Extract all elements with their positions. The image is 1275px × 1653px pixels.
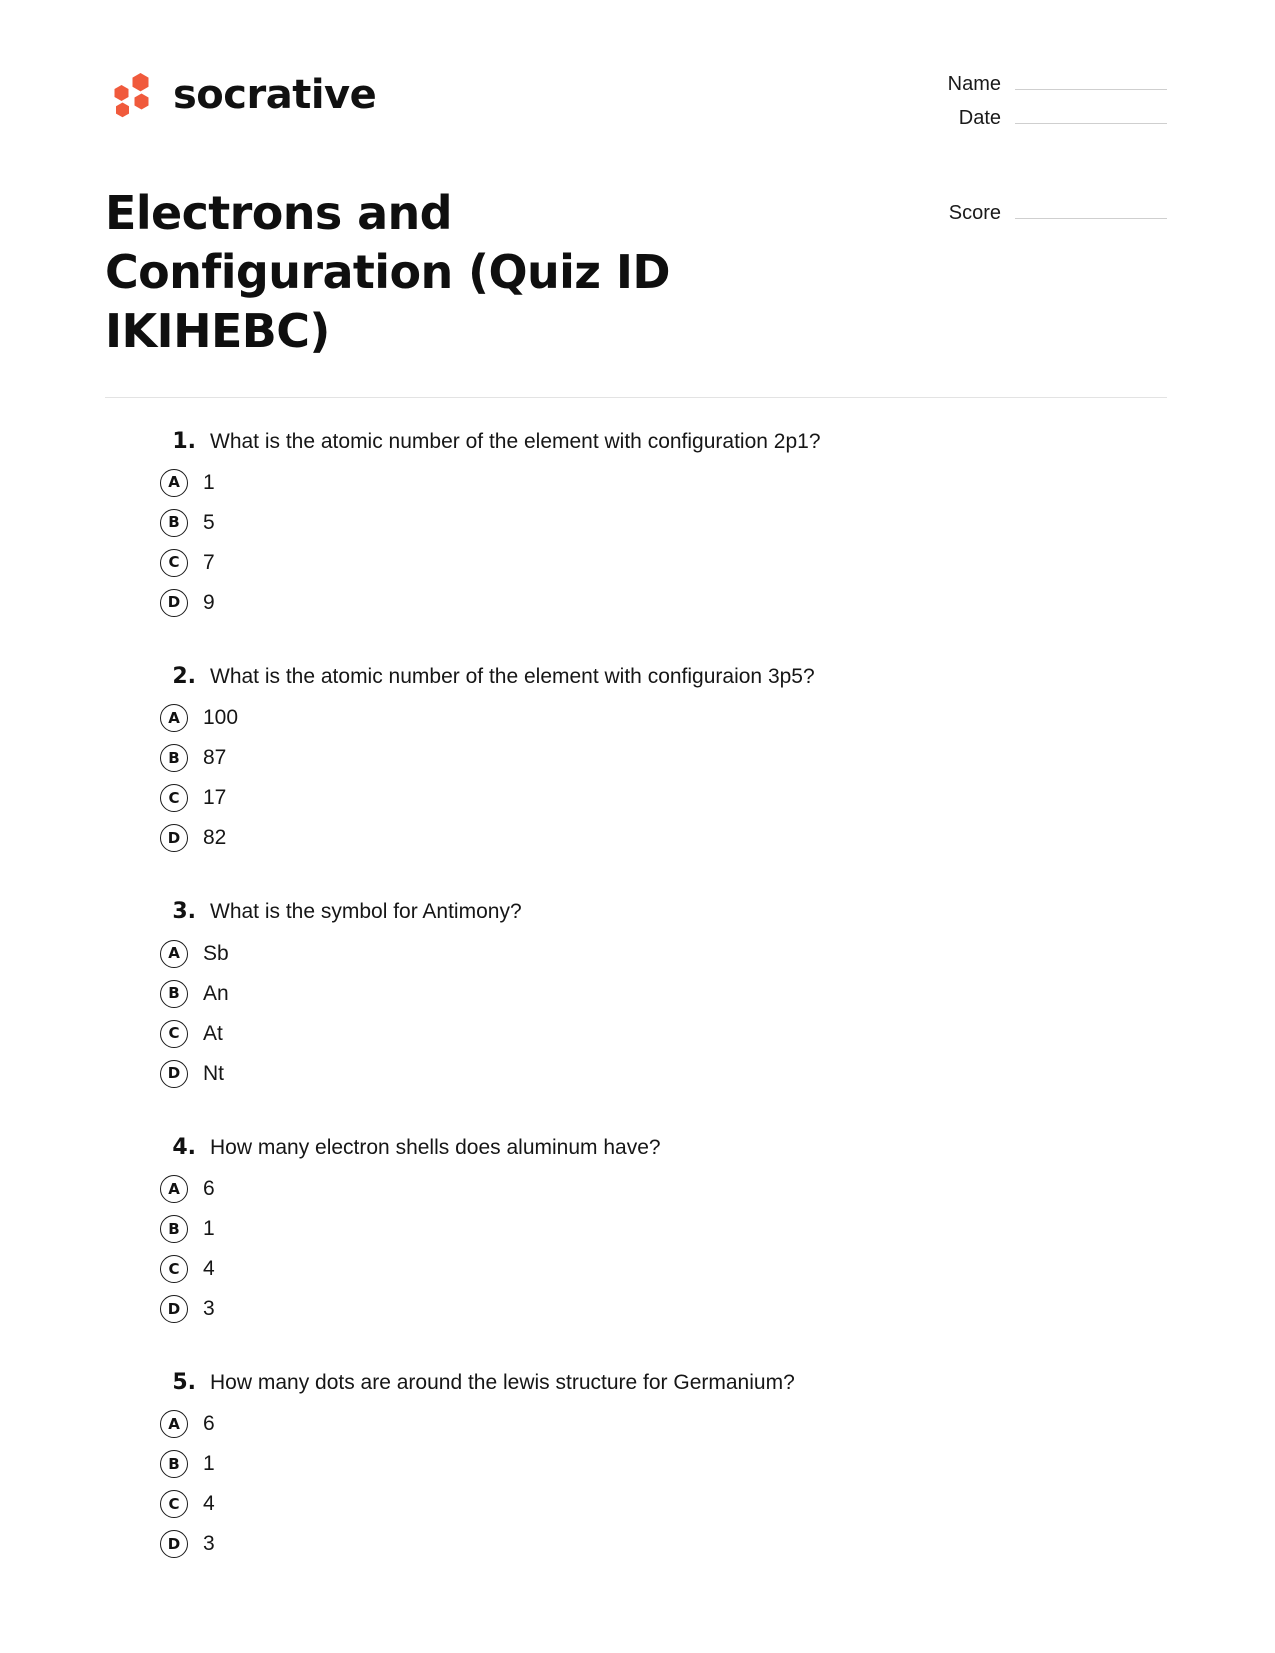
option-bubble-icon[interactable]: D xyxy=(160,589,188,617)
option-bubble-icon[interactable]: B xyxy=(160,509,188,537)
option-bubble-icon[interactable]: B xyxy=(160,1215,188,1243)
option-text: 7 xyxy=(203,550,215,574)
option-row[interactable] xyxy=(105,1060,1167,1088)
option-bubble-icon[interactable]: A xyxy=(160,1410,188,1438)
option-text: 1 xyxy=(203,1452,215,1476)
date-row xyxy=(929,107,1167,130)
option-list xyxy=(105,469,1167,617)
option-bubble-icon[interactable]: A xyxy=(160,1175,188,1203)
option-bubble-icon[interactable]: D xyxy=(160,1530,188,1558)
score-write-in-line[interactable] xyxy=(1015,218,1167,219)
option-row[interactable] xyxy=(105,1215,1167,1243)
option-text: 82 xyxy=(203,826,227,850)
score-label: Score xyxy=(948,202,1001,224)
brand-name: socrative xyxy=(173,72,377,118)
option-text: 1 xyxy=(203,470,215,494)
option-text: 87 xyxy=(203,746,227,770)
question-text: How many electron shells does aluminum have? xyxy=(210,1135,661,1159)
student-meta-block xyxy=(929,55,1167,236)
option-text: 100 xyxy=(203,706,239,730)
option-bubble-icon[interactable]: B xyxy=(160,1450,188,1478)
option-text: 17 xyxy=(203,786,227,810)
question-number: 4. xyxy=(172,1134,196,1160)
option-list xyxy=(105,1410,1167,1558)
option-text: 3 xyxy=(203,1532,215,1556)
question-number: 5. xyxy=(172,1370,196,1395)
option-text: 4 xyxy=(203,1257,215,1280)
option-row[interactable] xyxy=(105,509,1167,537)
option-text: 6 xyxy=(203,1177,215,1200)
option-bubble-icon[interactable]: A xyxy=(160,704,188,732)
question-text: What is the symbol for Antimony? xyxy=(210,900,522,924)
option-bubble-icon[interactable]: A xyxy=(160,469,188,497)
option-bubble-icon[interactable]: A xyxy=(160,940,188,968)
option-text: Sb xyxy=(203,941,229,965)
question-heading xyxy=(105,663,1167,691)
question-heading xyxy=(105,428,1167,456)
socrative-hexagon-logo-icon xyxy=(105,69,157,121)
question-heading xyxy=(105,1134,1167,1162)
page-header xyxy=(0,0,1275,236)
header-divider xyxy=(105,397,1167,398)
option-list xyxy=(105,940,1167,1088)
option-row[interactable] xyxy=(105,1295,1167,1323)
question-text: What is the atomic number of the element with configuration 2p1? xyxy=(210,429,821,453)
name-write-in-line[interactable] xyxy=(1015,89,1167,90)
option-bubble-icon[interactable]: D xyxy=(160,824,188,852)
option-bubble-icon[interactable]: B xyxy=(160,980,188,1008)
socrative-brand xyxy=(105,69,376,121)
option-row[interactable] xyxy=(105,469,1167,497)
option-bubble-icon[interactable]: B xyxy=(160,744,188,772)
name-row xyxy=(929,73,1167,96)
option-row[interactable] xyxy=(105,784,1167,812)
option-bubble-icon[interactable]: C xyxy=(160,1255,188,1283)
option-bubble-icon[interactable]: C xyxy=(160,549,188,577)
option-row[interactable] xyxy=(105,1410,1167,1438)
question-block xyxy=(105,898,1167,1087)
questions-list xyxy=(0,428,1275,1559)
option-text: 3 xyxy=(203,1297,215,1320)
option-text: 4 xyxy=(203,1492,215,1516)
option-row[interactable] xyxy=(105,1020,1167,1048)
question-heading xyxy=(105,898,1167,926)
option-text: 9 xyxy=(203,590,215,614)
option-row[interactable] xyxy=(105,589,1167,617)
option-row[interactable] xyxy=(105,1450,1167,1478)
question-block xyxy=(105,1134,1167,1323)
option-bubble-icon[interactable]: D xyxy=(160,1295,188,1323)
option-row[interactable] xyxy=(105,824,1167,852)
option-bubble-icon[interactable]: C xyxy=(160,1490,188,1518)
option-row[interactable] xyxy=(105,980,1167,1008)
option-row[interactable] xyxy=(105,1175,1167,1203)
option-text: Nt xyxy=(203,1061,224,1085)
question-heading xyxy=(105,1369,1167,1397)
option-row[interactable] xyxy=(105,1530,1167,1558)
question-number: 2. xyxy=(172,663,196,689)
date-write-in-line[interactable] xyxy=(1015,123,1167,124)
question-block xyxy=(105,428,1167,617)
option-text: An xyxy=(203,981,229,1005)
option-bubble-icon[interactable]: D xyxy=(160,1060,188,1088)
option-row[interactable] xyxy=(105,940,1167,968)
option-list xyxy=(105,1175,1167,1323)
date-label: Date xyxy=(958,107,1001,129)
question-text: How many dots are around the lewis structure for Germanium? xyxy=(210,1371,795,1394)
page-title: Electrons and Configuration (Quiz ID IKIHEBC) xyxy=(105,186,670,358)
option-text: 6 xyxy=(203,1412,215,1436)
question-number: 1. xyxy=(172,428,196,454)
option-row[interactable] xyxy=(105,1255,1167,1283)
option-text: At xyxy=(203,1021,223,1045)
option-bubble-icon[interactable]: C xyxy=(160,784,188,812)
score-row xyxy=(929,202,1167,225)
option-bubble-icon[interactable]: C xyxy=(160,1020,188,1048)
question-block xyxy=(105,1369,1167,1558)
name-label: Name xyxy=(947,73,1001,95)
option-row[interactable] xyxy=(105,549,1167,577)
option-text: 5 xyxy=(203,510,215,534)
question-number: 3. xyxy=(172,899,196,925)
question-block xyxy=(105,663,1167,852)
option-text: 1 xyxy=(203,1217,215,1240)
option-row[interactable] xyxy=(105,744,1167,772)
option-row[interactable] xyxy=(105,1490,1167,1518)
option-row[interactable] xyxy=(105,704,1167,732)
question-text: What is the atomic number of the element with configuraion 3p5? xyxy=(210,664,815,688)
option-list xyxy=(105,704,1167,852)
